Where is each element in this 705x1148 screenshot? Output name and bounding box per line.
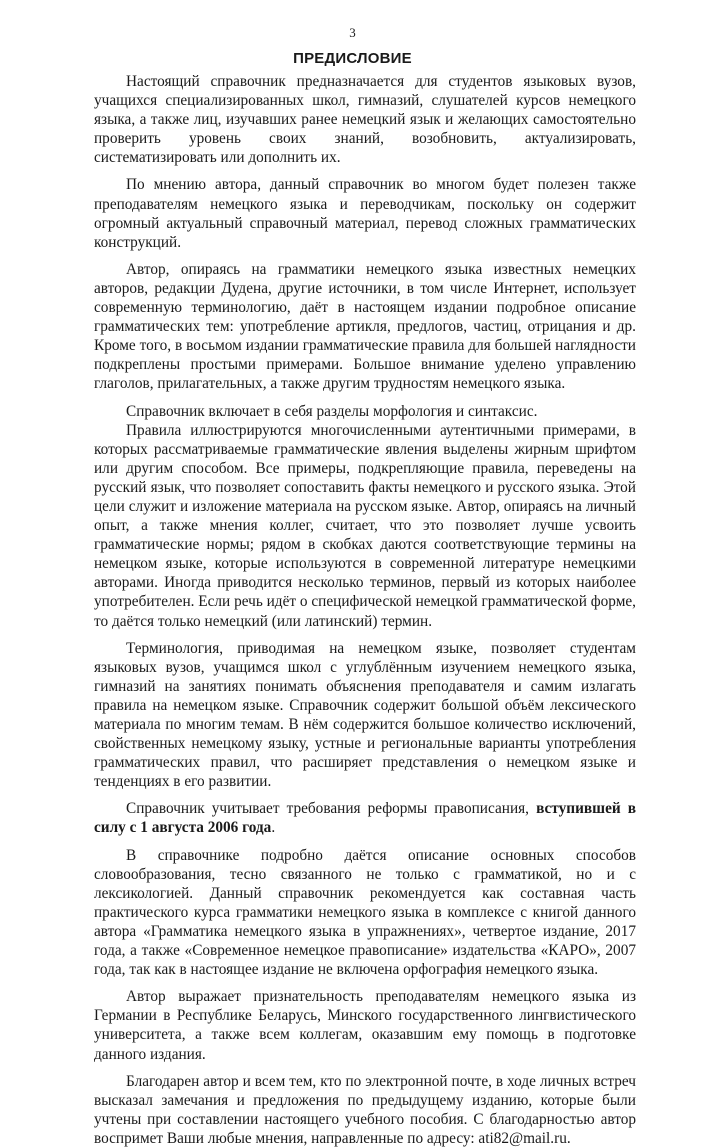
spelling-reform-text: Справочник учитывает требования реформы правописания, [126,800,537,818]
paragraph-word-formation: В справочнике подробно даётся описание основных способов словообразования, тесно связанного не только с грамматикой, но и с лексикологией. Данный справочник рекомендуется как составная часть практического курса грамматики немецкого языка в комплексе с книгой данного автора «Грамматика немецкого языка в упражнениях», четвертое издание, 2017 года, а также «Современное немецкое правописание» издательства «КАРО», 2007 года, так как в настоящее издание не включена орфография немецкого языка. [94,846,636,979]
page-number: 3 [349,25,356,40]
preface-body [94,72,636,1148]
paragraph-terminology: Терминология, приводимая на немецком языке, позволяет студентам языковых вузов, учащимся школ с углублённым изучением немецкого языка, гимназий на занятиях понимать объяснения преподавателя и самим излагать правила на немецком языке. Справочник содержит большой объём лексического материала по многим темам. В нём содержится большое количество исключений, свойственных немецкому языку, устные и региональные варианты употребления грамматических правил, что расширяет представления о немецком языке и тенденциях в его развитии. [94,639,636,791]
paragraph-acknowledgements: Автор выражает признательность преподавателям немецкого языка из Германии в Республике Беларусь, Минского государственного лингвистического университета, а также всем коллегам, оказавшим ему помощь в подготовке данного издания. [94,988,636,1063]
page-title: ПРЕДИСЛОВИЕ [293,50,412,67]
paragraph-usefulness: По мнению автора, данный справочник во многом будет полезен также преподавателям немецкого языка и переводчикам, поскольку он содержит огромный актуальный справочный материал, перевод сложных грамматических конструкций. [94,176,636,251]
paragraph-spelling-reform [94,799,636,837]
paragraph-examples: Правила иллюстрируются многочисленными аутентичными примерами, в которых рассматриваемые грамматические явления выделены жирным шрифтом или другим способом. Все примеры, подкрепляющие правила, переведены на русский язык, что позволяет сопоставить факты немецкого и русского языка. Этой цели служит и изложение материала на русском языке. Автор, опираясь на личный опыт, а также мнения коллег, считает, что это позволяет лучше усвоить грамматические нормы; рядом в скобках даются соответствующие термины на немецком языке, которые используются в современной литературе немецкими авторами. Иногда приводится несколько терминов, первый из которых наиболее употребителен. Если речь идёт о специфической немецкой грамматической форме, то даётся только немецкий (или латинский) термин. [94,421,636,630]
paragraph-purpose: Настоящий справочник предназначается для студентов языковых вузов, учащихся специализированных школ, гимназий, слушателей курсов немецкого языка, а также лиц, изучавших ранее немецкий язык и желающих самостоятельно проверить уровень своих знаний, возобновить, актуализировать, систематизировать или дополнить их. [94,73,636,167]
spelling-reform-date: вступившей в силу с 1 августа 2006 года [94,800,636,837]
paragraph-sources: Автор, опираясь на грамматики немецкого языка известных немецких авторов, редакции Дудена, другие источники, в том числе Интернет, использует современную терминологию, даёт в настоящем издании подробное описание грамматических тем: употребление артикля, предлогов, частиц, отрицания и др. Кроме того, в восьмом издании грамматические правила для большей наглядности подкреплены простыми примерами. Большое внимание уделено управлению глаголов, прилагательных, а также другим трудностям немецкого языка. [94,260,636,393]
spelling-reform-end: . [271,819,276,837]
paragraph-feedback: Благодарен автор и всем тем, кто по электронной почте, в ходе личных встреч высказал замечания и предложения по предыдущему изданию, которые были учтены при составлении настоящего учебного пособия. С благодарностью автор воспримет Ваши любые мнения, направленные по адресу: ati82@mail.ru. [94,1072,636,1147]
paragraph-sections: Справочник включает в себя разделы морфология и синтаксис. [126,402,538,420]
